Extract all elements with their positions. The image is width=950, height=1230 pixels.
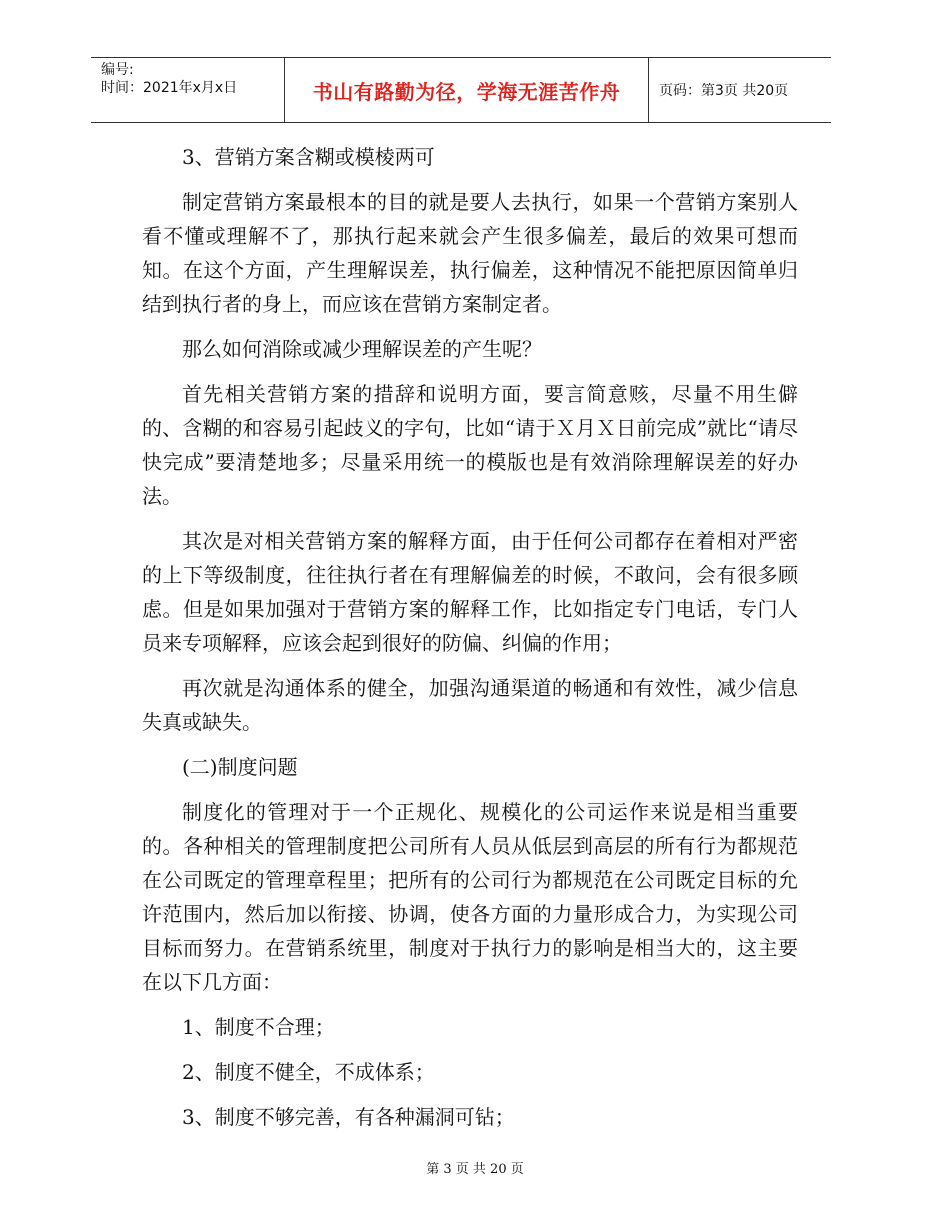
list-item: 1、制度不合理； (182, 1015, 335, 1039)
header-page-cell (649, 58, 831, 122)
paragraph: 制度化的管理对于一个正规化、规模化的公司运作来说是相当重要的。各种相关的管理制度把公司所有人员从低层到高层的所有行为都规范在公司既定的管理章程里；把所有的公司行为都规范在公司既定目标的允许范围内，然后加以衔接、协调，使各方面的力量形成合力，为实现公司目标而努力。在营销系统里，制度对于执行力的影响是相当大的，这主要在以下几方面： (142, 800, 798, 994)
paragraph: 那么如何消除或减少理解误差的产生呢？ (182, 337, 542, 361)
page-footer: 第 3 页 共 20 页 (426, 1162, 524, 1177)
document-time: 时间：2021年x月x日 (101, 80, 238, 96)
document-body (142, 140, 798, 1145)
document-number-label: 编号: (101, 62, 134, 78)
header-motto-cell (285, 58, 649, 122)
list-item: 2、制度不健全，不成体系； (182, 1060, 435, 1084)
list-item: 3、制度不够完善，有各种漏洞可钻； (182, 1105, 515, 1129)
header-meta-cell (91, 58, 285, 122)
paragraph: 制定营销方案最根本的目的就是要人去执行，如果一个营销方案别人看不懂或理解不了，那执行起来就会产生很多偏差，最后的效果可想而知。在这个方面，产生理解误差，执行偏差，这种情况不能把原因简单归结到执行者的身上，而应该在营销方案制定者。 (142, 190, 798, 316)
paragraph: 再次就是沟通体系的健全，加强沟通渠道的畅通和有效性，减少信息失真或缺失。 (142, 676, 798, 734)
subsection-heading: 3、营销方案含糊或模棱两可 (182, 145, 435, 169)
page-header (91, 57, 831, 123)
paragraph: 其次是对相关营销方案的解释方面，由于任何公司都存在着相对严密的上下等级制度，往往执行者在有理解偏差的时候，不敢问，会有很多顾虑。但是如果加强对于营销方案的解释工作，比如指定专门电话，专门人员来专项解释，应该会起到很好的防偏、纠偏的作用； (142, 529, 798, 655)
section-heading: (二)制度问题 (182, 755, 298, 779)
header-page-info: 页码：第3页 共20页 (659, 83, 789, 99)
paragraph: 首先相关营销方案的措辞和说明方面，要言简意赅，尽量不用生僻的、含糊的和容易引起歧义的字句，比如“请于Ｘ月Ｘ日前完成”就比“请尽快完成”要清楚地多；尽量采用统一的模版也是有效消除理解误差的好办法。 (142, 382, 798, 508)
header-motto: 书山有路勤为径，学海无涯苦作舟 (312, 79, 621, 104)
